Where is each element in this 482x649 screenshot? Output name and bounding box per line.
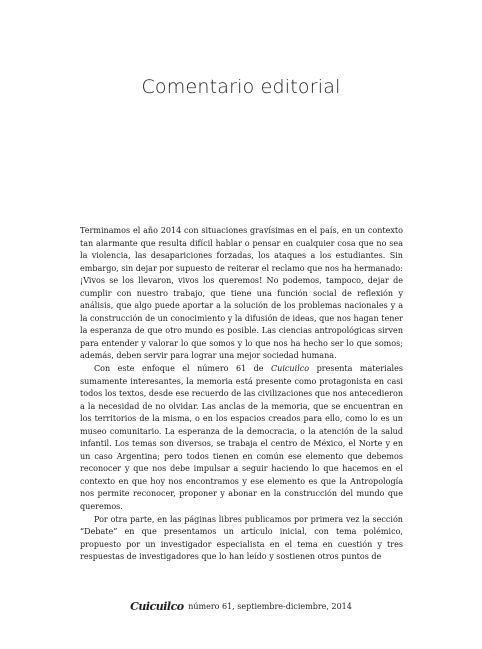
journal-name-italic: Cuicuilco (271, 364, 310, 374)
journal-logo: Cuicuilco (130, 600, 184, 613)
paragraph-3 (80, 514, 403, 564)
paragraph-2-text-start: Con este enfoque el número 61 de (94, 364, 272, 374)
paragraph-2 (80, 363, 403, 514)
issue-info: número 61, septiembre-diciembre, 2014 (188, 602, 352, 611)
paragraph-3-text: Por otra parte, en las páginas libres publicamos por primera vez la sección “Debate” en que presentamos un artículo inicial, con tema polémico, propuesto por un investigador especialista en el tema en cuestión y tres respuestas de investigadores que lo han leído y sostienen otros puntos de (80, 514, 403, 562)
page-title: Comentario editorial (141, 76, 341, 98)
paragraph-1 (80, 225, 403, 363)
editorial-body (80, 225, 403, 564)
page-footer (0, 600, 482, 613)
paragraph-1-text: Terminamos el año 2014 con situaciones gravísimas en el país, en un contexto tan alarmante que resulta difícil hablar o pensar en cualquier cosa que no sea la violencia, las desapariciones forzadas, los ataques a los estudiantes. Sin embargo, sin dejar por supuesto de reiterar el reclamo que nos ha hermanado: ¡Vivos se los llevaron, vivos los queremos! No podemos, tampoco, dejar de cumplir con nuestro trabajo, que tiene una función social de reflexión y análisis, que algo puede aportar a la solución de los problemas nacionales y a la construcción de un conocimiento y la difusión de ideas, que nos hagan tener la esperanza de que otro mundo es posible. Las ciencias antropológicas sirven para entender y valorar lo que somos y lo que nos ha hecho ser lo que somos; además, deben servir para lograr una mejor sociedad humana. (80, 226, 403, 361)
paragraph-2-text-end: presenta materiales sumamente interesantes, la memoria está presente como protagonista en casi todos los textos, desde ese recuerdo de las civilizaciones que nos antecedieron a la necesidad de no olvidar. Las anclas de la memoria, que se encuentran en los territorios de la misma, o en los espacios creados para ello, como lo es un museo comunitario. La esperanza de la democracia, o la atención de la salud infantil. Los temas son diversos, se trabaja el centro de México, el Norte y en un caso Argentina; pero todos tienen en común ese elemento que debemos reconocer y que nos debe impulsar a seguir haciendo lo que hacemos en el contexto en que hoy nos encontramos y ese elemento es que la Antropología nos permite reconocer, proponer y abonar en la construcción del mundo que queremos. (80, 364, 403, 512)
